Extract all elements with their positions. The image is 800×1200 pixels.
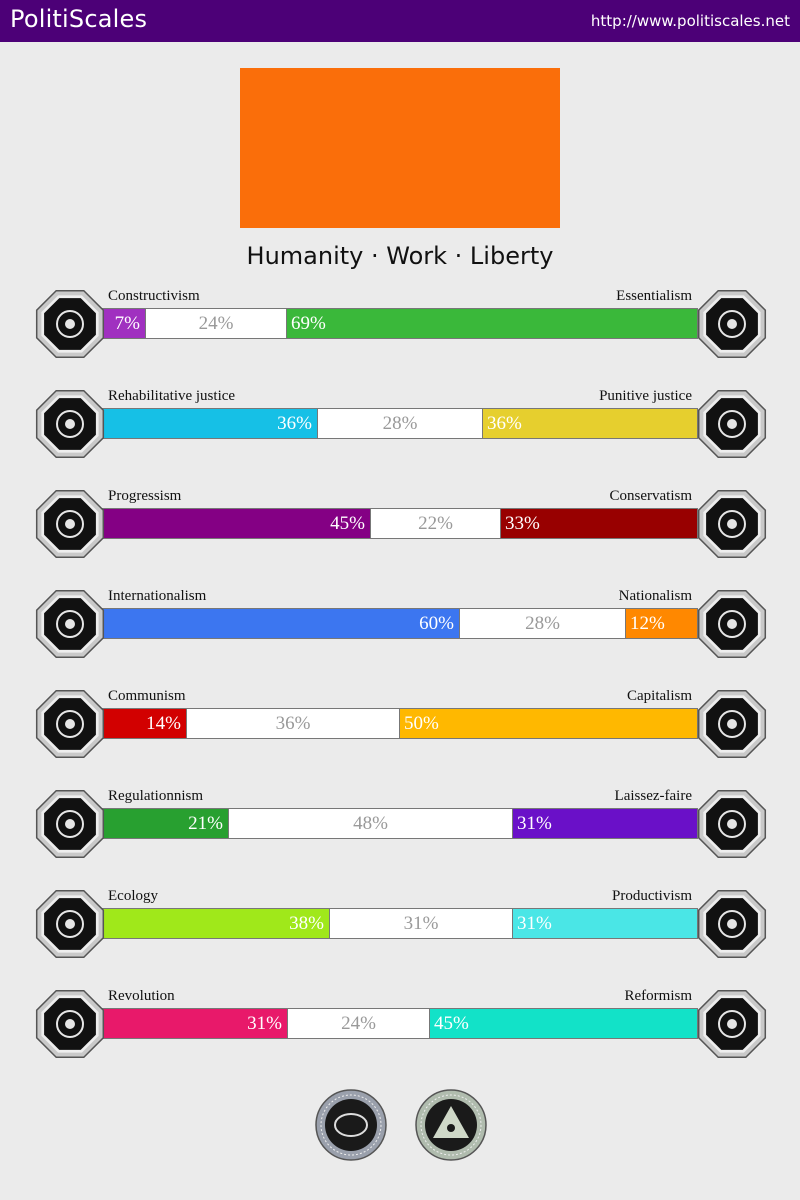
axis-neutral-segment: 22% <box>370 509 501 538</box>
axis-left-segment: 21% <box>103 809 228 838</box>
axis-neutral-segment: 48% <box>228 809 513 838</box>
axis-row <box>0 688 800 768</box>
sprout-icon <box>34 888 106 960</box>
axis-row <box>0 888 800 968</box>
axis-right-segment: 45% <box>430 1009 697 1038</box>
prison-bars-icon <box>696 388 768 460</box>
axis-right-segment: 69% <box>287 309 697 338</box>
axis-left-segment: 45% <box>103 509 370 538</box>
axis-neutral-segment: 36% <box>186 709 400 738</box>
torch-icon <box>34 488 106 560</box>
globe-laurel-icon <box>34 588 106 660</box>
axis-left-label: Internationalism <box>108 588 207 604</box>
axis-left-segment: 60% <box>103 609 459 638</box>
money-bag-icon <box>696 688 768 760</box>
axis-right-label: Laissez-faire <box>614 788 692 804</box>
axis-right-segment: 36% <box>483 409 697 438</box>
axis-left-label: Rehabilitative justice <box>108 388 236 404</box>
axis-neutral-segment: 24% <box>145 309 287 338</box>
axis-left-label: Constructivism <box>108 288 200 304</box>
axis-bar <box>102 308 698 339</box>
axis-left-label: Communism <box>108 688 186 704</box>
axis-left-segment: 38% <box>103 909 329 938</box>
axis-left-segment: 31% <box>103 1009 287 1038</box>
axis-left-segment: 14% <box>103 709 186 738</box>
axis-bar <box>102 408 698 439</box>
axis-right-segment: 31% <box>513 909 697 938</box>
quill-icon <box>696 488 768 560</box>
axis-right-label: Essentialism <box>616 288 692 304</box>
axis-right-label: Productivism <box>611 888 692 904</box>
axis-right-segment: 31% <box>513 809 697 838</box>
axis-bar <box>102 908 698 939</box>
axis-row <box>0 588 800 668</box>
axis-right-segment: 12% <box>626 609 697 638</box>
axis-row <box>0 488 800 568</box>
site-url-link[interactable]: http://www.politiscales.net <box>590 12 790 30</box>
axis-bar <box>102 508 698 539</box>
pyramid-eye-seal-icon <box>414 1088 488 1162</box>
axis-row <box>0 288 800 368</box>
handshake-icon <box>34 388 106 460</box>
ballot-icon <box>696 988 768 1060</box>
slogan: Humanity · Work · Liberty <box>246 242 554 270</box>
axis-right-label: Punitive justice <box>599 388 692 404</box>
flag-icon <box>696 588 768 660</box>
eye-grid-icon <box>34 288 106 360</box>
axis-right-label: Nationalism <box>618 588 692 604</box>
axis-right-label: Capitalism <box>627 688 692 704</box>
hammer-sickle-icon <box>34 688 106 760</box>
axis-left-label: Ecology <box>108 888 158 904</box>
site-brand[interactable]: PolitiScales <box>10 5 148 33</box>
axis-neutral-segment: 28% <box>459 609 626 638</box>
fist-icon <box>34 988 106 1060</box>
axis-row <box>0 988 800 1068</box>
axis-neutral-segment: 24% <box>287 1009 430 1038</box>
axis-row <box>0 788 800 868</box>
ruler-compass-icon <box>34 788 106 860</box>
axis-left-label: Regulationnism <box>108 788 203 804</box>
flower-icon <box>696 288 768 360</box>
brain-seal-icon <box>314 1088 388 1162</box>
axis-left-label: Revolution <box>108 988 175 1004</box>
axis-right-segment: 33% <box>501 509 697 538</box>
axis-bar <box>102 808 698 839</box>
gear-icon <box>696 888 768 960</box>
axis-left-segment: 36% <box>103 409 317 438</box>
axis-row <box>0 388 800 468</box>
axis-left-segment: 7% <box>103 309 145 338</box>
top-bar <box>0 0 800 42</box>
axis-left-label: Progressism <box>108 488 182 504</box>
axis-right-label: Reformism <box>624 988 692 1004</box>
axis-bar <box>102 1008 698 1039</box>
butterflies-icon <box>696 788 768 860</box>
result-flag <box>240 68 560 228</box>
axis-right-segment: 50% <box>400 709 697 738</box>
axis-bar <box>102 708 698 739</box>
axis-neutral-segment: 28% <box>317 409 483 438</box>
axis-neutral-segment: 31% <box>329 909 513 938</box>
axis-bar <box>102 608 698 639</box>
axis-right-label: Conservatism <box>609 488 692 504</box>
